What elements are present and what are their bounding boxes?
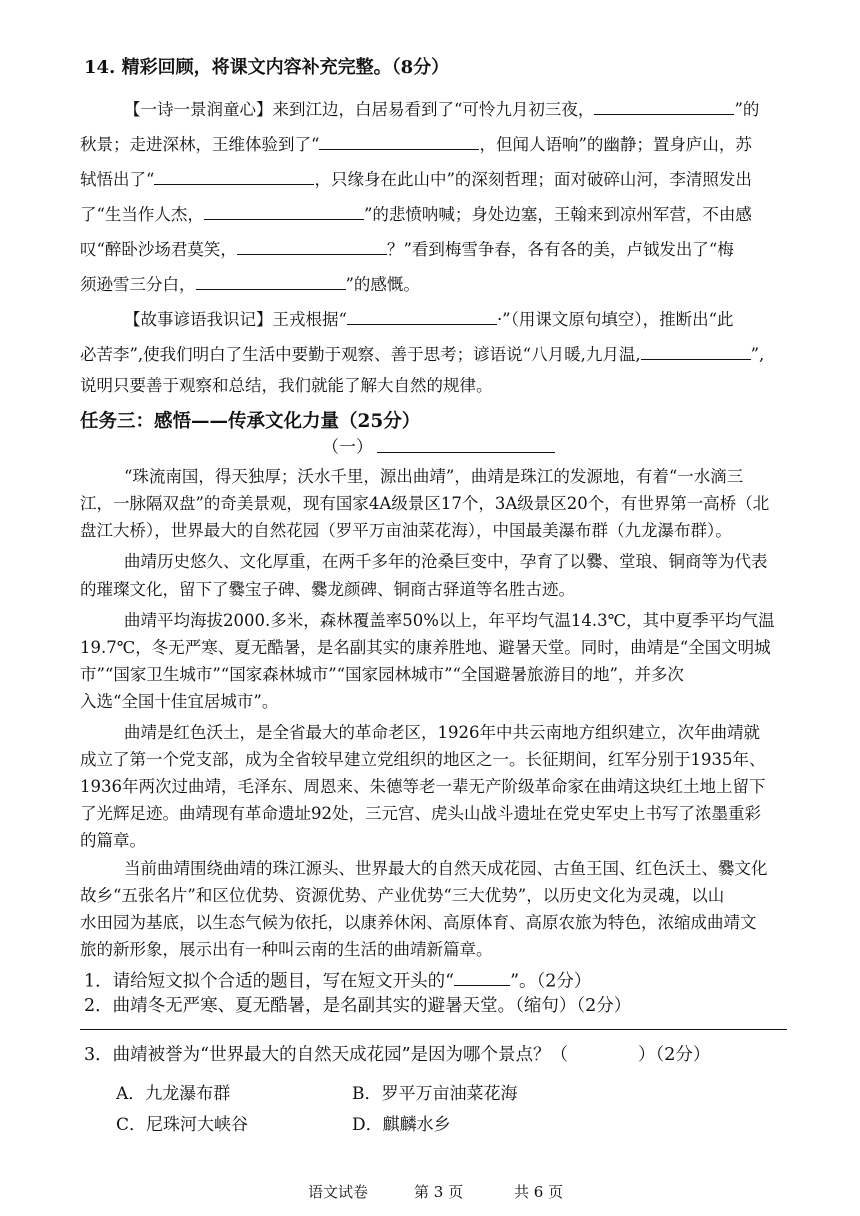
footer-total: 共 6 页 [514,1183,564,1201]
passage-line: 市”“国家卫生城市”“国家森林城市”“国家园林城市”“全国避暑旅游目的地”，并多次 [80,665,684,684]
q14-text: ，但闻人语响”的幽静；置身庐山，苏 [479,135,752,155]
title-blank[interactable] [377,433,555,453]
passage-line: 江，一脉隔双盘”的奇美景观，现有国家4A级景区17个，3A级景区20个，有世界第一高桥（北 [80,494,770,513]
fill-blank[interactable] [594,96,734,115]
q14-text: 了“生当作人杰， [80,205,204,225]
passage-line: 故乡“五张名片”和区位优势、资源优势、产业优势“三大优势”，以历史文化为灵魂，以山 [80,886,725,905]
q14-text: ”的悲愤呐喊；身处边塞，王翰来到凉州军营，不由感 [363,205,752,225]
question-3: 3．曲靖被誉为“世界最大的自然天成花园”是因为哪个景点？（ ）（2分） [84,1045,711,1065]
q14-para1-line6 [80,271,420,295]
option-b[interactable]: B．罗平万亩油菜花海 [352,1084,518,1104]
passage-line: 水田园为基底，以生态气候为依托，以康养休闲、高原体育、高原农旅为特色，浓缩成曲靖文 [80,913,757,932]
q14-text: ，只缘身在此山中”的深刻哲理；面对破碎山河，李清照发出 [314,170,752,190]
footer-subject: 语文试卷 [308,1183,369,1201]
q14-para2-line1 [124,306,734,330]
fill-blank[interactable] [641,341,751,360]
q14-text: ·”（用课文原句填空），推断出“此 [496,310,734,330]
passage-line: 曲靖平均海拔2000.多米，森林覆盖率50%以上，年平均气温14.3℃，其中夏季平均气温 [124,611,775,630]
q14-para1-line1 [124,96,759,120]
q14-text: ？”看到梅雪争春，各有各的美，卢钺发出了“梅 [386,240,734,260]
passage-line: “珠流南国，得天独厚；沃水千里，源出曲靖”，曲靖是珠江的发源地，有着“一水滴三 [124,467,744,486]
q14-text: 叹“醉卧沙场君莫笑， [80,240,237,260]
passage-line: 成立了第一个党支部，成为全省较早建立党组织的地区之一。长征期间，红军分别于1935年、 [80,750,766,769]
q14-text: 须逊雪三分白， [80,275,196,295]
passage-line: 曲靖是红色沃土，是全省最大的革命老区，1926年中共云南地方组织建立，次年曲靖就 [124,723,760,742]
fill-blank[interactable] [204,201,364,220]
passage-line: 了光辉足迹。曲靖现有革命遗址92处，三元宫、虎头山战斗遗址在党史军史上书写了浓墨重彩 [80,804,761,823]
q14-para1-line5 [80,236,734,260]
q14-text: ”的 [734,100,760,120]
question-2: 2．曲靖冬无严寒、夏无酷暑，是名副其实的避暑天堂。（缩句）（2分） [84,996,632,1016]
passage-line: 当前曲靖围绕曲靖的珠江源头、世界最大的自然天成花园、古鱼王国、红色沃土、爨文化 [124,859,768,878]
fill-blank[interactable] [347,306,497,325]
fill-blank[interactable] [154,166,314,185]
question-text: ”。（2分） [510,971,592,992]
fill-blank[interactable] [319,131,479,150]
passage-line: 旅的新形象，展示出有一种叫云南的生活的曲靖新篇章。 [80,940,493,959]
passage-line: 19.7℃，冬无严寒、夏无酷暑，是名副其实的康养胜地、避暑天堂。同时，曲靖是“全国文明城 [80,638,771,657]
option-a[interactable]: A．九龙瀑布群 [116,1084,231,1104]
passage-line: 的璀璨文化，留下了爨宝子碑、爨龙颜碑、铜商古驿道等名胜古迹。 [80,580,575,599]
option-c[interactable]: C．尼珠河大峡谷 [116,1115,249,1135]
section-number: （一） [322,437,373,458]
q14-text: 【故事谚语我识记】王戎根据“ [124,310,347,330]
q14-para1-line3 [80,166,752,190]
q14-text: 【一诗一景润童心】来到江边，白居易看到了“可怜九月初三夜， [124,100,595,120]
task3-heading: 任务三：感悟——传承文化力量（25分） [80,411,421,432]
option-d[interactable]: D．麒麟水乡 [352,1115,451,1135]
q14-text: ”, [750,345,765,365]
passage-line: 入选“全国十佳宜居城市”。 [80,692,279,711]
q14-text: 轼悟出了“ [80,170,155,190]
q14-para2-line3: 说明只要善于观察和总结，我们就能了解大自然的规律。 [80,376,493,395]
question-1 [84,966,591,992]
question-text: 1．请给短文拟个合适的题目，写在短文开头的“ [84,971,455,992]
q14-text: ”的感慨。 [345,275,420,295]
fill-blank[interactable] [237,236,387,255]
answer-line[interactable] [80,1029,787,1030]
section-title-row [322,433,555,458]
q14-text: 必苦李”,使我们明白了生活中要勤于观察、善于思考；谚语说“八月暖,九月温, [80,345,641,365]
passage-line: 的篇章。 [80,831,146,850]
fill-blank[interactable] [196,271,346,290]
q14-para1-line4 [80,201,752,225]
q14-para1-line2 [80,131,752,155]
answer-blank[interactable] [454,966,510,986]
passage-line: 1936年两次过曲靖，毛泽东、周恩来、朱德等老一辈无产阶级革命家在曲靖这块红土地上留下 [80,777,766,796]
passage-line: 曲靖历史悠久、文化厚重，在两千多年的沧桑巨变中，孕育了以爨、堂琅、铜商等为代表 [124,552,768,571]
question-14-title: 14. 精彩回顾，将课文内容补充完整。（8分） [84,57,450,78]
passage-line: 盘江大桥），世界最大的自然花园（罗平万亩油菜花海），中国最美瀑布群（九龙瀑布群）。 [80,521,732,540]
q14-text: 秋景；走进深林，王维体验到了“ [80,135,320,155]
q14-para2-line2 [80,341,764,365]
footer-page: 第 3 页 [414,1183,464,1201]
